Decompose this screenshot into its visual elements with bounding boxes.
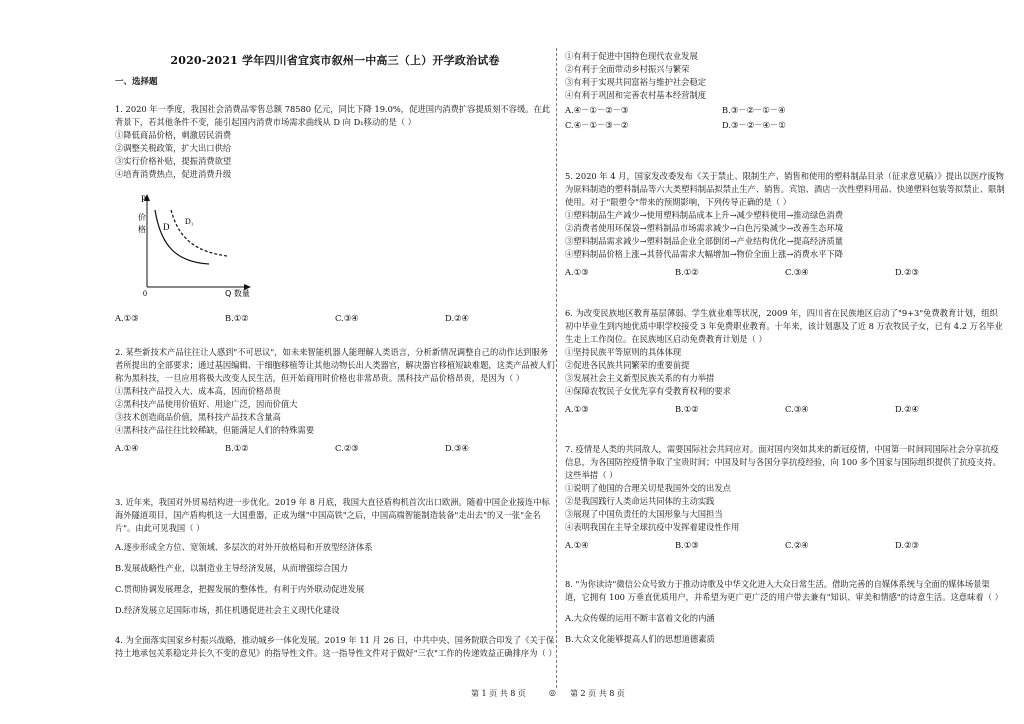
question-stem: 4. 为全面落实国家乡村振兴战略，推动城乡一体化发展。2019 年 11 月 26 日，中共中央、国务院联合印发了《关于保持土地承包关系稳定并长久不变的意见》的指导性文件。这一指导性文件对于做好"三农"工作的传递效益正确排序为（ ）: [115, 635, 557, 658]
column-divider: [556, 48, 557, 688]
choice-a[interactable]: A.逐步形成全方位、宽领域、多层次的对外开放格局和开放型经济体系: [115, 542, 373, 552]
choice-d[interactable]: D.②③: [895, 540, 919, 550]
choice-d[interactable]: D.②④: [445, 313, 469, 323]
option-4: ④培育消费热点，促进消费升级: [115, 169, 232, 179]
question-2: [115, 346, 555, 455]
choice-a[interactable]: A.大众传媒的运用不断丰富着文化的内涵: [565, 613, 715, 623]
option-1: ①塑料制品生产减少→使用塑料制品成本上升→减少塑料使用→推动绿色消费: [565, 210, 844, 220]
choice-c[interactable]: C.②③: [335, 443, 359, 453]
option-2: ②消费者使用环保袋→塑料制品市场需求减少→白色污染减少→改善生态环境: [565, 223, 844, 233]
question-stem: 7. 疫情是人类的共同敌人，需要国际社会共同应对。面对国内突如其来的新冠疫情，中国第一时间同国际社会分享抗疫信息，为各国防控疫情争取了宝贵时间；中国及时与各国分享抗疫经验，向 100 多个国家与国际组织提供了抗疫支持。这些举措（ ）: [565, 444, 1001, 480]
section-heading: 一、选择题: [115, 77, 158, 87]
option-1: ①黑科技产品投入大、成本高，因而价格昂贵: [115, 386, 281, 396]
choice-b[interactable]: B.③－②－①－④: [722, 105, 786, 115]
option-1: ①说明了他国的合理关切是我国外交的出发点: [565, 483, 731, 493]
option-3: ③塑料制品需求减少→塑料制品企业全部倒闭→产业结构优化→提高经济质量: [565, 236, 844, 246]
option-2: ②是我国践行人类命运共同体的主动实践: [565, 496, 715, 506]
question-7: [565, 443, 1005, 552]
choice-a[interactable]: A.④－①－②－③: [565, 105, 629, 115]
choice-c[interactable]: C.②④: [785, 540, 809, 550]
option-3: ③技术创造商品价值，黑科技产品技术含量高: [115, 412, 281, 422]
question-5: [565, 170, 1005, 279]
choice-c[interactable]: C.③④: [335, 313, 359, 323]
question-1: [115, 103, 555, 181]
origin-label: 0: [143, 289, 147, 298]
price-label-2: 格: [138, 225, 146, 234]
option-2: ②促进各民族共同繁荣的重要前提: [565, 360, 690, 370]
choice-c[interactable]: C.④－①－③－②: [565, 120, 629, 130]
d1-label: D₁: [185, 217, 194, 226]
option-3: ③展现了中国负责任的大国形象与大国担当: [565, 509, 723, 519]
option-4: ④黑科技产品往往比较稀缺，但能满足人们的特殊需要: [115, 425, 315, 435]
choice-a[interactable]: A.①③: [115, 313, 139, 323]
choice-b[interactable]: B.①②: [225, 313, 249, 323]
option-3: ③实行价格补贴，提振消费欲望: [115, 156, 232, 166]
choice-d[interactable]: D.③－②－④－①: [722, 120, 786, 130]
choice-d[interactable]: D.②④: [895, 404, 919, 414]
option-4: ④塑料制品价格上涨→其替代品需求大幅增加→物价全面上涨→消费水平下降: [565, 249, 844, 259]
option-2: ②调整关税政策，扩大出口供给: [115, 143, 232, 153]
question-stem: 2. 某些新技术产品往往让人感到"不可思议"，如未来智能机器人能理解人类语言，分析新情况调整自己的动作达到服务者所提出的全部要求；通过基因编辑、干细胞移植等让其他动物长出人类器官，解决器官移植短缺难题，这类产品被人们称为黑科技，一旦应用将极大改变人民生活，但开始商用时价格也非常昂贵。黑科技产品价格昂贵，是因为（ ）: [115, 347, 555, 383]
option-3: ③发展社会主义新型民族关系的有力举措: [565, 373, 715, 383]
choice-c[interactable]: C.③④: [785, 404, 809, 414]
choice-b[interactable]: B.①②: [225, 443, 249, 453]
demand-curve-d1: [171, 210, 227, 256]
question-stem: 3. 近年来，我国对外贸易结构进一步优化。2019 年 8 月底，我国大直径盾构机首次出口欧洲。随着中国企业接连中标海外隧道项目，国产盾构机这一大国重器，正成为继"中国高铁"之后，中国高端智能制造装备"走出去"的又一张"金名片"。由此可见我国（ ）: [115, 497, 550, 533]
choice-d[interactable]: D.③④: [445, 443, 469, 453]
question-4: [115, 634, 555, 660]
option-1: ①降低商品价格，刺激居民消费: [115, 130, 232, 140]
question-3: [115, 496, 555, 620]
choice-b[interactable]: B.大众文化能够提高人们的思想道德素质: [565, 634, 715, 644]
d-label: D: [163, 222, 170, 232]
choice-b[interactable]: B.①②: [675, 404, 699, 414]
footer-separator: ◎: [549, 688, 556, 697]
choice-a[interactable]: A.①④: [115, 443, 139, 453]
demand-curve-d: [155, 210, 209, 264]
choice-b[interactable]: B.①③: [675, 540, 699, 550]
question-stem: 5. 2020 年 4 月，国家发改委发布《关于禁止、限制生产、销售和使用的塑料制品目录（征求意见稿）》提出以医疗废物为原料制造的塑料制品等六大类塑料制品拟禁止生产、销售。宾馆、酒店一次性塑料用品、快递塑料包装等拟禁止、限制使用。对于"限塑令"带来的预期影响，下列传导正确的是（ ）: [565, 171, 1005, 207]
choice-c[interactable]: C.贯彻协调发展理念，把握发展的整体性，有利于内外联动促进发展: [115, 584, 365, 594]
demand-curve-graph: [127, 192, 267, 300]
choice-a[interactable]: A.①③: [565, 404, 589, 414]
option-1: ①有利于促进中国特色现代农业发展: [565, 51, 698, 61]
choice-d[interactable]: D.经济发展立足国际市场，抓住机遇促进社会主义现代化建设: [115, 605, 340, 615]
choice-b[interactable]: B.发展战略性产业，以制造业主导经济发展，从而增强综合国力: [115, 563, 348, 573]
page-number-right: 第 2 页 共 8 页: [570, 689, 625, 698]
question-1-choices: [115, 310, 555, 325]
option-3: ③有利于实现共同富裕与维护社会稳定: [565, 77, 707, 87]
question-stem: 6. 为改变民族地区教育基层薄弱、学生就业难等状况，2009 年，四川省在民族地区启动了"9+3"免费教育计划，组织初中毕业生到内地优质中职学校接受 3 年免费职业教育。十年来，该计划惠及了近 8 万农牧民子女，已有 4.2 万名毕业生走上工作岗位。在民族地区启动免费教育计划是（ ）: [565, 308, 1003, 344]
choice-a[interactable]: A.①③: [565, 267, 589, 277]
question-stem: 1. 2020 年一季度，我国社会消费品零售总额 78580 亿元，同比下降 19.0%，促进国内消费扩容提质刻不容缓。在此背景下，若其他条件不变，能引起国内消费市场需求曲线从 D 向 D₁移动的是（ ）: [115, 104, 551, 127]
option-2: ②有利于全面带动乡村振兴与繁荣: [565, 64, 690, 74]
question-6: [565, 307, 1005, 416]
choice-d[interactable]: D.②③: [895, 267, 919, 277]
page-number-left: 第 1 页 共 8 页: [471, 689, 526, 698]
choice-a[interactable]: A.①④: [565, 540, 589, 550]
option-1: ①坚持民族平等原则的具体体现: [565, 347, 682, 357]
question-stem: 8. "为你读诗"微信公众号致力于推动诗歌及中华文化进入大众日常生活。借助完善的自媒体系统与全面的媒体场景渠道，它拥有 100 万垂直优质用户，并希望为更广更广泛的用户带去兼有"知识、审美和情感"的诗意生活。这意味着（ ）: [565, 579, 1003, 602]
q-axis-label: Q 数量: [225, 289, 250, 298]
exam-title: 2020-2021 学年四川省宜宾市叙州一中高三（上）开学政治试卷: [170, 54, 500, 67]
option-4: ④表明我国在主导全球抗疫中发挥着建设性作用: [565, 522, 740, 532]
question-4-continued: [565, 50, 1005, 132]
option-4: ④保障农牧民子女优先享有受教育权利的要求: [565, 386, 731, 396]
choice-c[interactable]: C.③④: [785, 267, 809, 277]
p-axis-label: P: [141, 194, 147, 204]
choice-b[interactable]: B.①②: [675, 267, 699, 277]
price-label-1: 价: [138, 213, 146, 222]
option-2: ②黑科技产品使用价值好、用途广泛，因而价值大: [115, 399, 298, 409]
option-4: ④有利于巩固和完善农村基本经营制度: [565, 90, 707, 100]
question-8: [565, 578, 1005, 649]
